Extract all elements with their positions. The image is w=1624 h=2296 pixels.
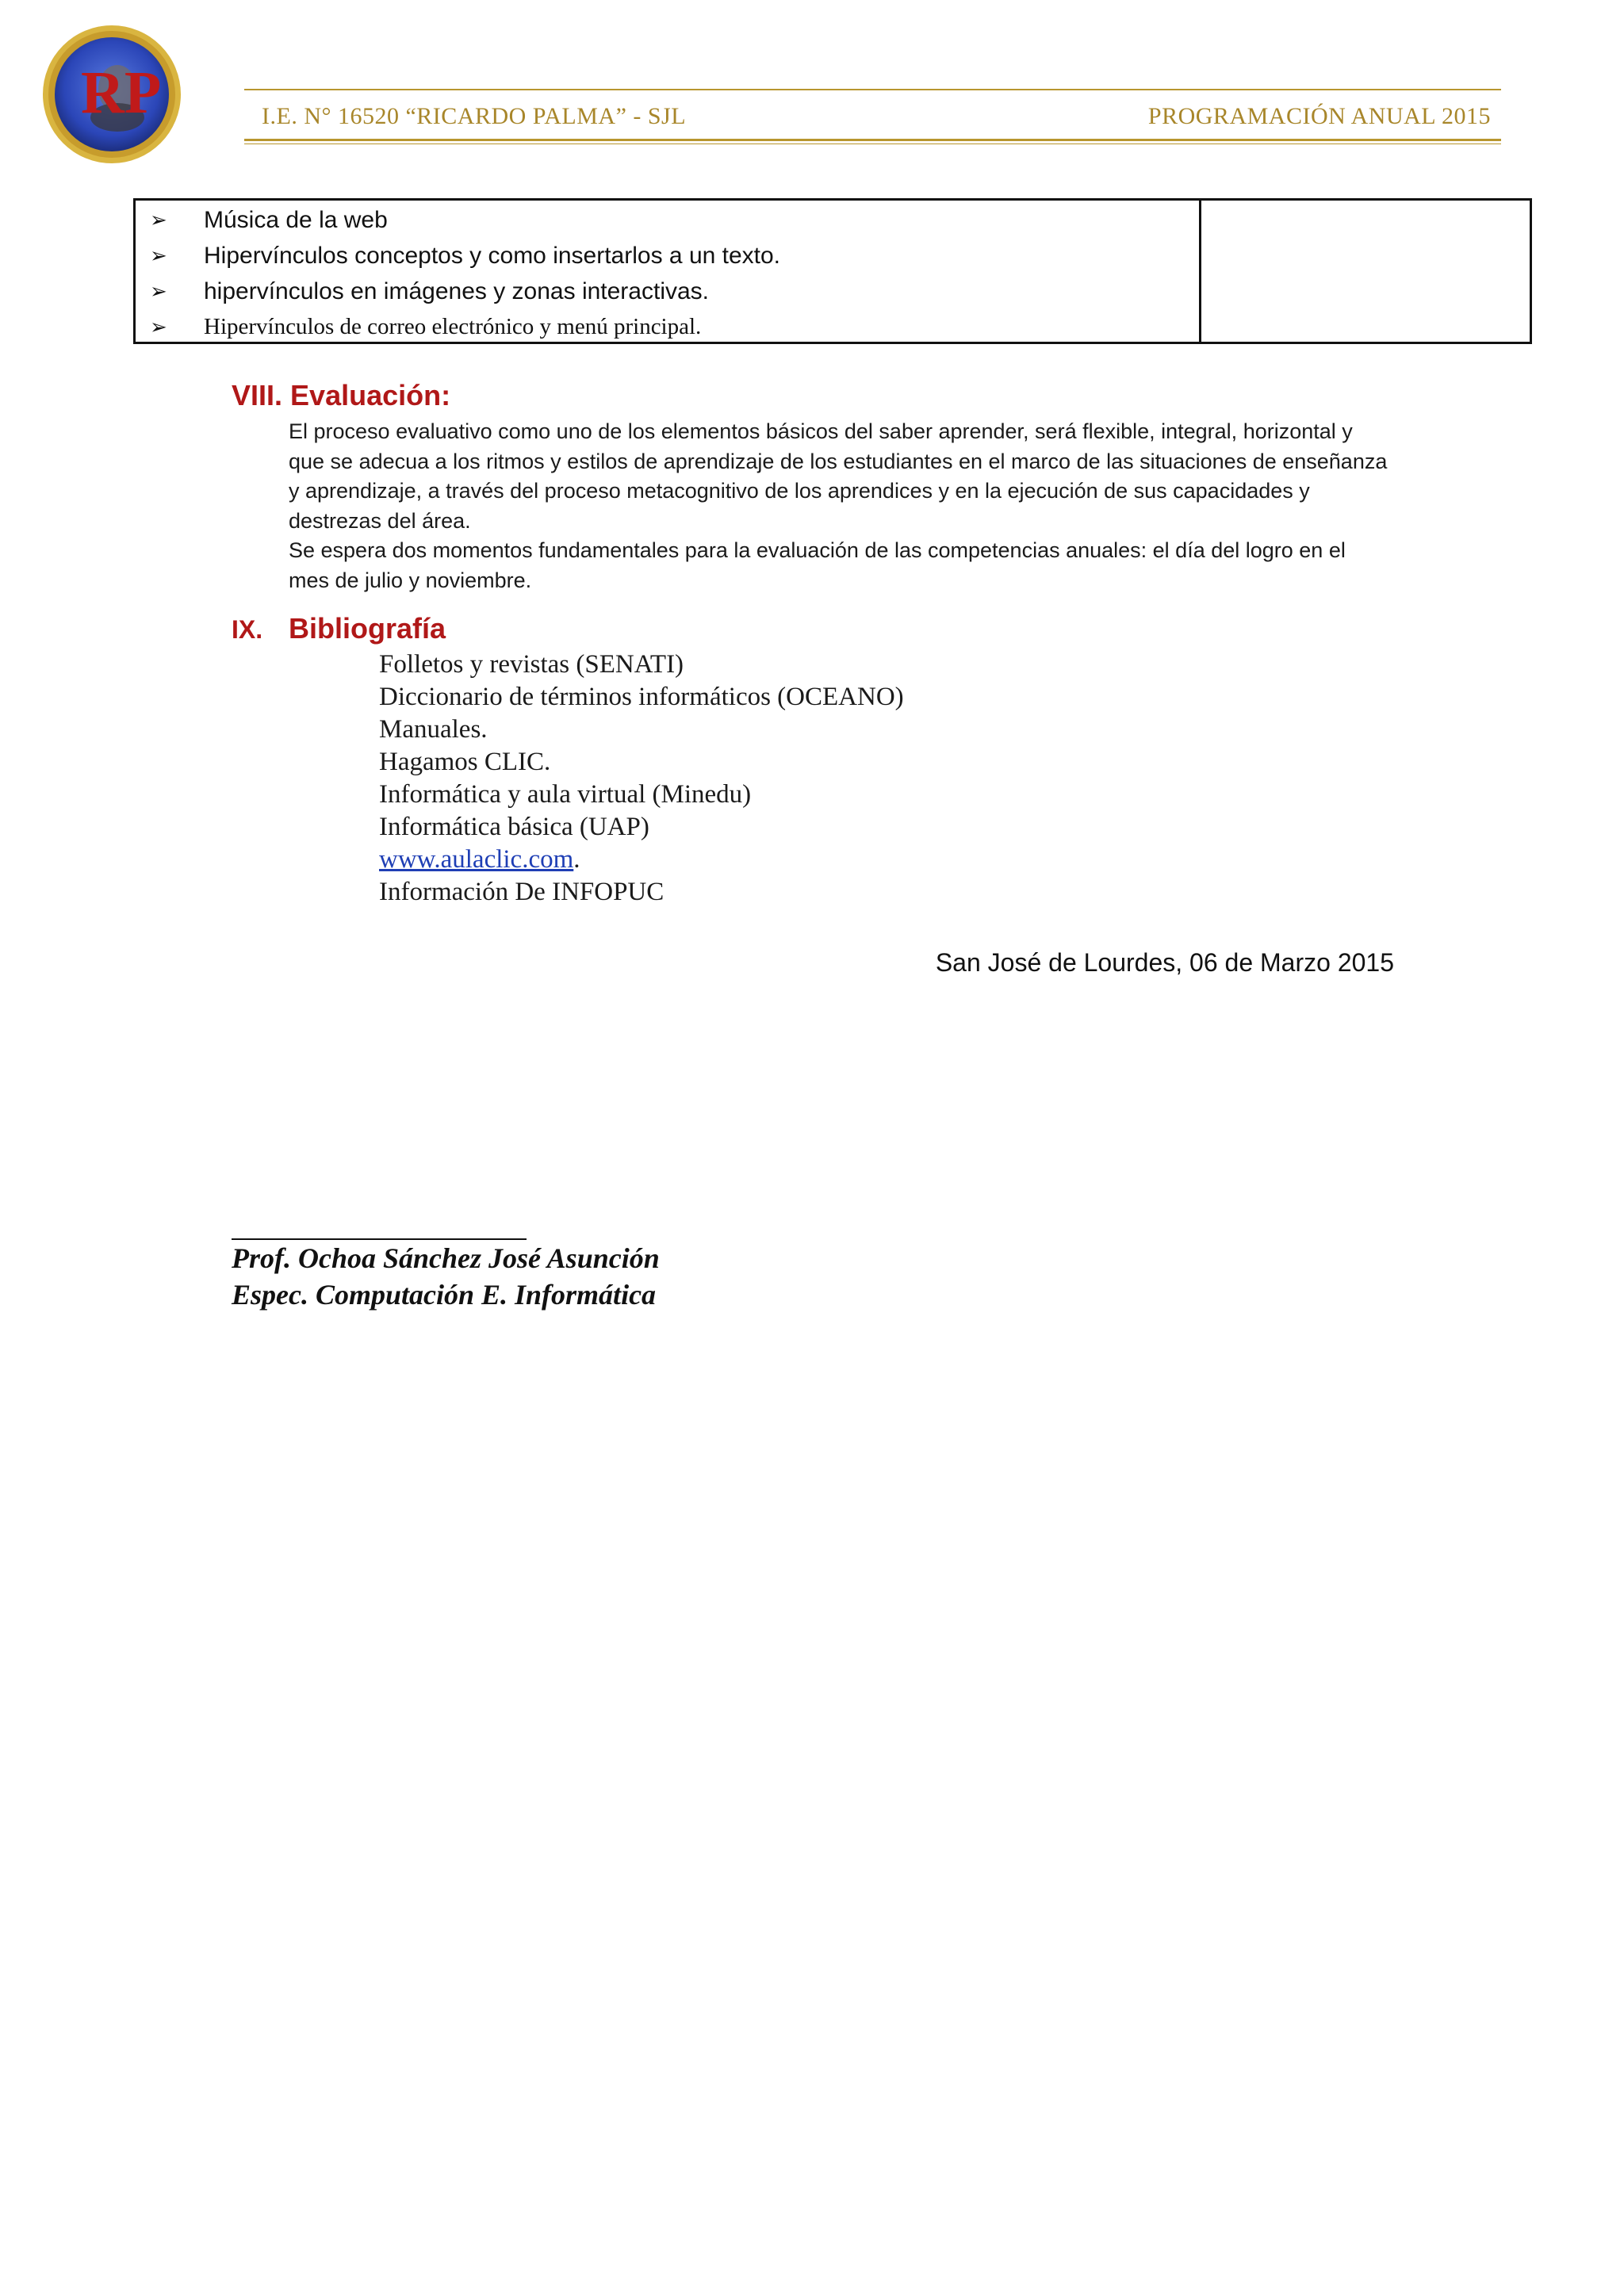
section-title: Evaluación: bbox=[290, 379, 451, 411]
bibliography-item: www.aulaclic.com. bbox=[379, 845, 580, 874]
header-rule-bottom bbox=[244, 139, 1501, 141]
bibliography-item: Folletos y revistas (SENATI) bbox=[379, 650, 684, 679]
signature-title: Espec. Computación E. Informática bbox=[232, 1279, 657, 1311]
bibliography-item: Informática básica (UAP) bbox=[379, 813, 649, 841]
evaluation-text bbox=[289, 417, 1391, 595]
bibliography-item: Informática y aula virtual (Minedu) bbox=[379, 780, 752, 809]
section-number: VIII. bbox=[232, 379, 283, 411]
svg-text:RP: RP bbox=[81, 59, 162, 126]
table-empty-cell bbox=[1201, 201, 1530, 342]
bibliography-item: Hagamos CLIC. bbox=[379, 748, 551, 776]
aulaclic-link[interactable]: www.aulaclic.com bbox=[379, 845, 574, 874]
signature-name: Prof. Ochoa Sánchez José Asunción bbox=[232, 1242, 660, 1274]
arrow-bullet-icon: ➢ bbox=[150, 208, 167, 232]
document-title: PROGRAMACIÓN ANUAL 2015 bbox=[1147, 103, 1491, 129]
arrow-bullet-icon: ➢ bbox=[150, 315, 167, 339]
evaluation-paragraph: El proceso evaluativo como uno de los elementos básicos del saber aprender, será flexible, integral, horizontal y que se adecua a los ritmos y estilos de aprendizaje de los estudiantes en el marco de las situaciones de enseñanza y aprendizaje, a través del proceso metacognitivo de los aprendices y en la ejecución de sus capacidades y destrezas del área. bbox=[289, 419, 1388, 533]
evaluation-paragraph: Se espera dos momentos fundamentales para la evaluación de las competencias anuales: el día del logro en el mes de julio y noviembre. bbox=[289, 538, 1346, 592]
signature-line bbox=[232, 1238, 527, 1240]
content-table bbox=[133, 198, 1532, 344]
section-viii-heading bbox=[232, 379, 450, 412]
bibliography-item: Diccionario de términos informáticos (OCEANO) bbox=[379, 683, 904, 711]
section-title: Bibliografía bbox=[289, 612, 446, 645]
table-row: ➢ Hipervínculos de correo electrónico y menú principal. bbox=[150, 314, 702, 339]
arrow-bullet-icon: ➢ bbox=[150, 243, 167, 267]
section-ix-heading bbox=[232, 612, 446, 645]
bibliography-list bbox=[379, 649, 904, 909]
bibliography-item: Información De INFOPUC bbox=[379, 878, 665, 906]
section-number: IX. bbox=[232, 615, 263, 644]
table-content-cell bbox=[136, 201, 1201, 342]
table-row: ➢ Hipervínculos conceptos y como insertarlos a un texto. bbox=[150, 242, 781, 269]
arrow-bullet-icon: ➢ bbox=[150, 279, 167, 303]
school-name: I.E. N° 16520 “RICARDO PALMA” - SJL bbox=[262, 103, 687, 129]
table-row: ➢ Música de la web bbox=[150, 206, 388, 233]
place-date: San José de Lourdes, 06 de Marzo 2015 bbox=[935, 948, 1394, 977]
bibliography-item: Manuales. bbox=[379, 715, 488, 744]
school-logo bbox=[41, 24, 182, 165]
header-rule-top bbox=[244, 89, 1501, 90]
table-row: ➢ hipervínculos en imágenes y zonas interactivas. bbox=[150, 277, 710, 304]
